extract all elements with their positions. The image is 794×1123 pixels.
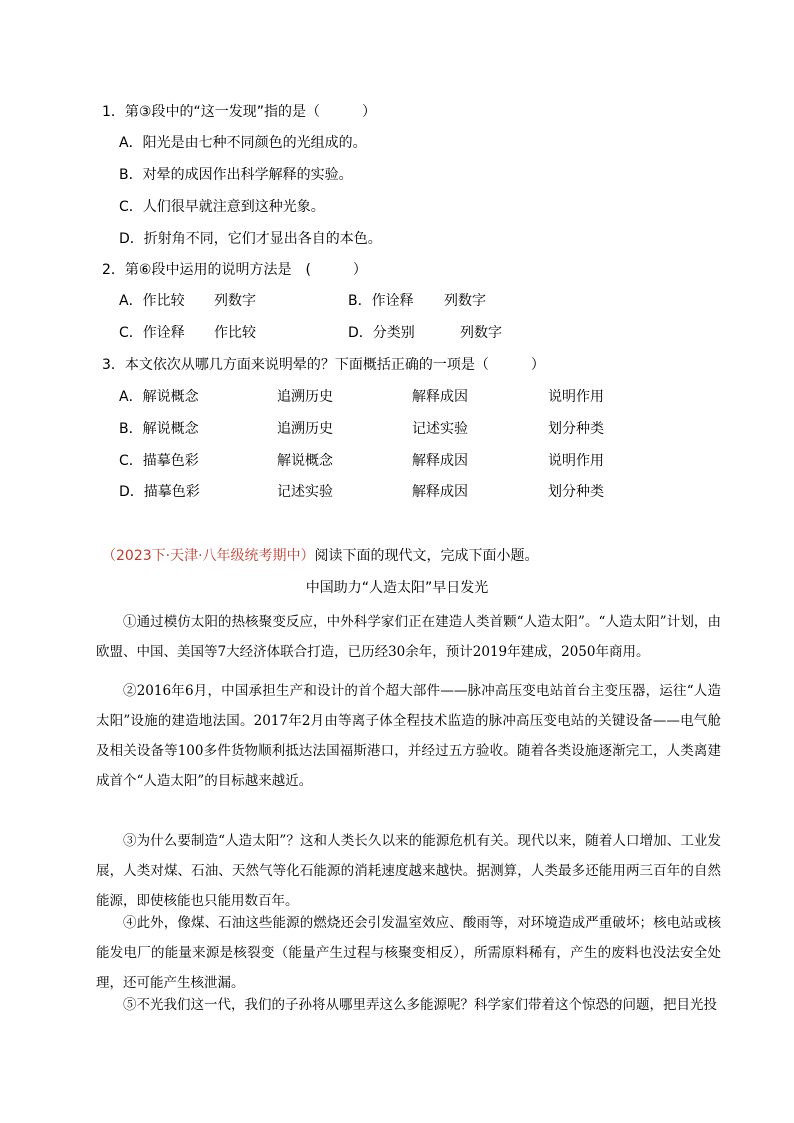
option-text: D．折射角不同，它们才显出各自的本色。: [119, 231, 382, 247]
reading-source-line: [102, 546, 539, 566]
option-col-3: 解释成因: [412, 453, 468, 469]
option-d-text: D．分类别: [348, 325, 415, 341]
article-paragraph-3: ③为什么要制造“人造太阳”？这和人类长久以来的能源危机有关。现代以来，随着人口增加、工业发展，人类对煤、石油、天然气等化石能源的消耗速度越来越快。据测算，人类最多还能用两三百年的自然能源，即使核能也只能用数百年。: [96, 833, 721, 909]
option-col-3: 解释成因: [412, 389, 468, 405]
article-paragraph-5: ⑤不光我们这一代，我们的子孙将从哪里弄这么多能源呢？科学家们带着这个惊恐的问题，把目光投: [123, 997, 717, 1013]
option-text: A．阳光是由七种不同颜色的光组成的。: [119, 135, 367, 151]
option-text: C．人们很早就注意到这种光象。: [119, 199, 325, 215]
option-col-1: D．描摹色彩: [119, 484, 200, 500]
option-col-2: 追溯历史: [277, 421, 333, 437]
option-a-text: A．作比较: [119, 293, 185, 309]
option-col-2: 追溯历史: [277, 389, 333, 405]
option-col-4: 划分种类: [548, 421, 604, 437]
option-c-text: C．作诠释: [119, 325, 185, 341]
option-b-text: B．作诠释: [348, 293, 414, 309]
question-3-stem: 3．本文依次从哪几方面来说明晕的？下面概括正确的一项是（ ）: [102, 357, 545, 373]
option-col-3: 记述实验: [412, 421, 468, 437]
option-col-2: 记述实验: [277, 484, 333, 500]
option-col-1: C．描摹色彩: [119, 453, 199, 469]
article-paragraph-4: ④此外，像煤、石油这些能源的燃烧还会引发温室效应、酸雨等，对环境造成严重破坏；核电站或核能发电厂的能量来源是核裂变（能量产生过程与核聚变相反），所需原料稀有，产生的废料也没法安全处理，还可能产生核泄漏。: [96, 915, 721, 991]
option-a-text-2: 列数字: [214, 293, 256, 309]
article-title: 中国助力“人造太阳”早日发光: [305, 580, 489, 596]
reading-instruction: 阅读下面的现代文，完成下面小题。: [314, 548, 539, 564]
option-col-2: 解说概念: [277, 453, 333, 469]
exam-source-tag: （2023下·天津·八年级统考期中）: [102, 548, 315, 564]
option-col-3: 解释成因: [412, 484, 468, 500]
option-col-1: A．解说概念: [119, 389, 199, 405]
option-col-4: 划分种类: [548, 484, 604, 500]
option-c-text-2: 作比较: [214, 325, 256, 341]
option-text: B．对晕的成因作出科学解释的实验。: [119, 167, 353, 183]
article-paragraph-1: ①通过模仿太阳的热核聚变反应，中外科学家们正在建造人类首颗“人造太阳”。“人造太阳”计划，由欧盟、中国、美国等7大经济体联合打造，已历经30余年，预计2019年建成，2050年商用。: [96, 614, 721, 660]
option-col-4: 说明作用: [548, 453, 604, 469]
option-b-text-2: 列数字: [444, 293, 486, 309]
question-1-stem: 1．第③段中的“这一发现”指的是（ ）: [102, 104, 376, 120]
option-col-4: 说明作用: [548, 389, 604, 405]
article-paragraph-2: ②2016年6月，中国承担生产和设计的首个超大部件——脉冲高压变电站首台主变压器，运往“人造太阳”设施的建造地法国。2017年2月由等离子体全程技术监造的脉冲高压变电站的关键设备——电气舱及相关设备等100多件货物顺利抵达法国福斯港口，并经过五方验收。随着各类设施逐渐完工，人类离建成首个“人造太阳”的目标越来越近。: [96, 683, 721, 789]
option-col-1: B．解说概念: [119, 421, 199, 437]
option-d-text-2: 列数字: [460, 325, 502, 341]
question-2-stem: 2．第⑥段中运用的说明方法是 ( ）: [102, 262, 367, 278]
